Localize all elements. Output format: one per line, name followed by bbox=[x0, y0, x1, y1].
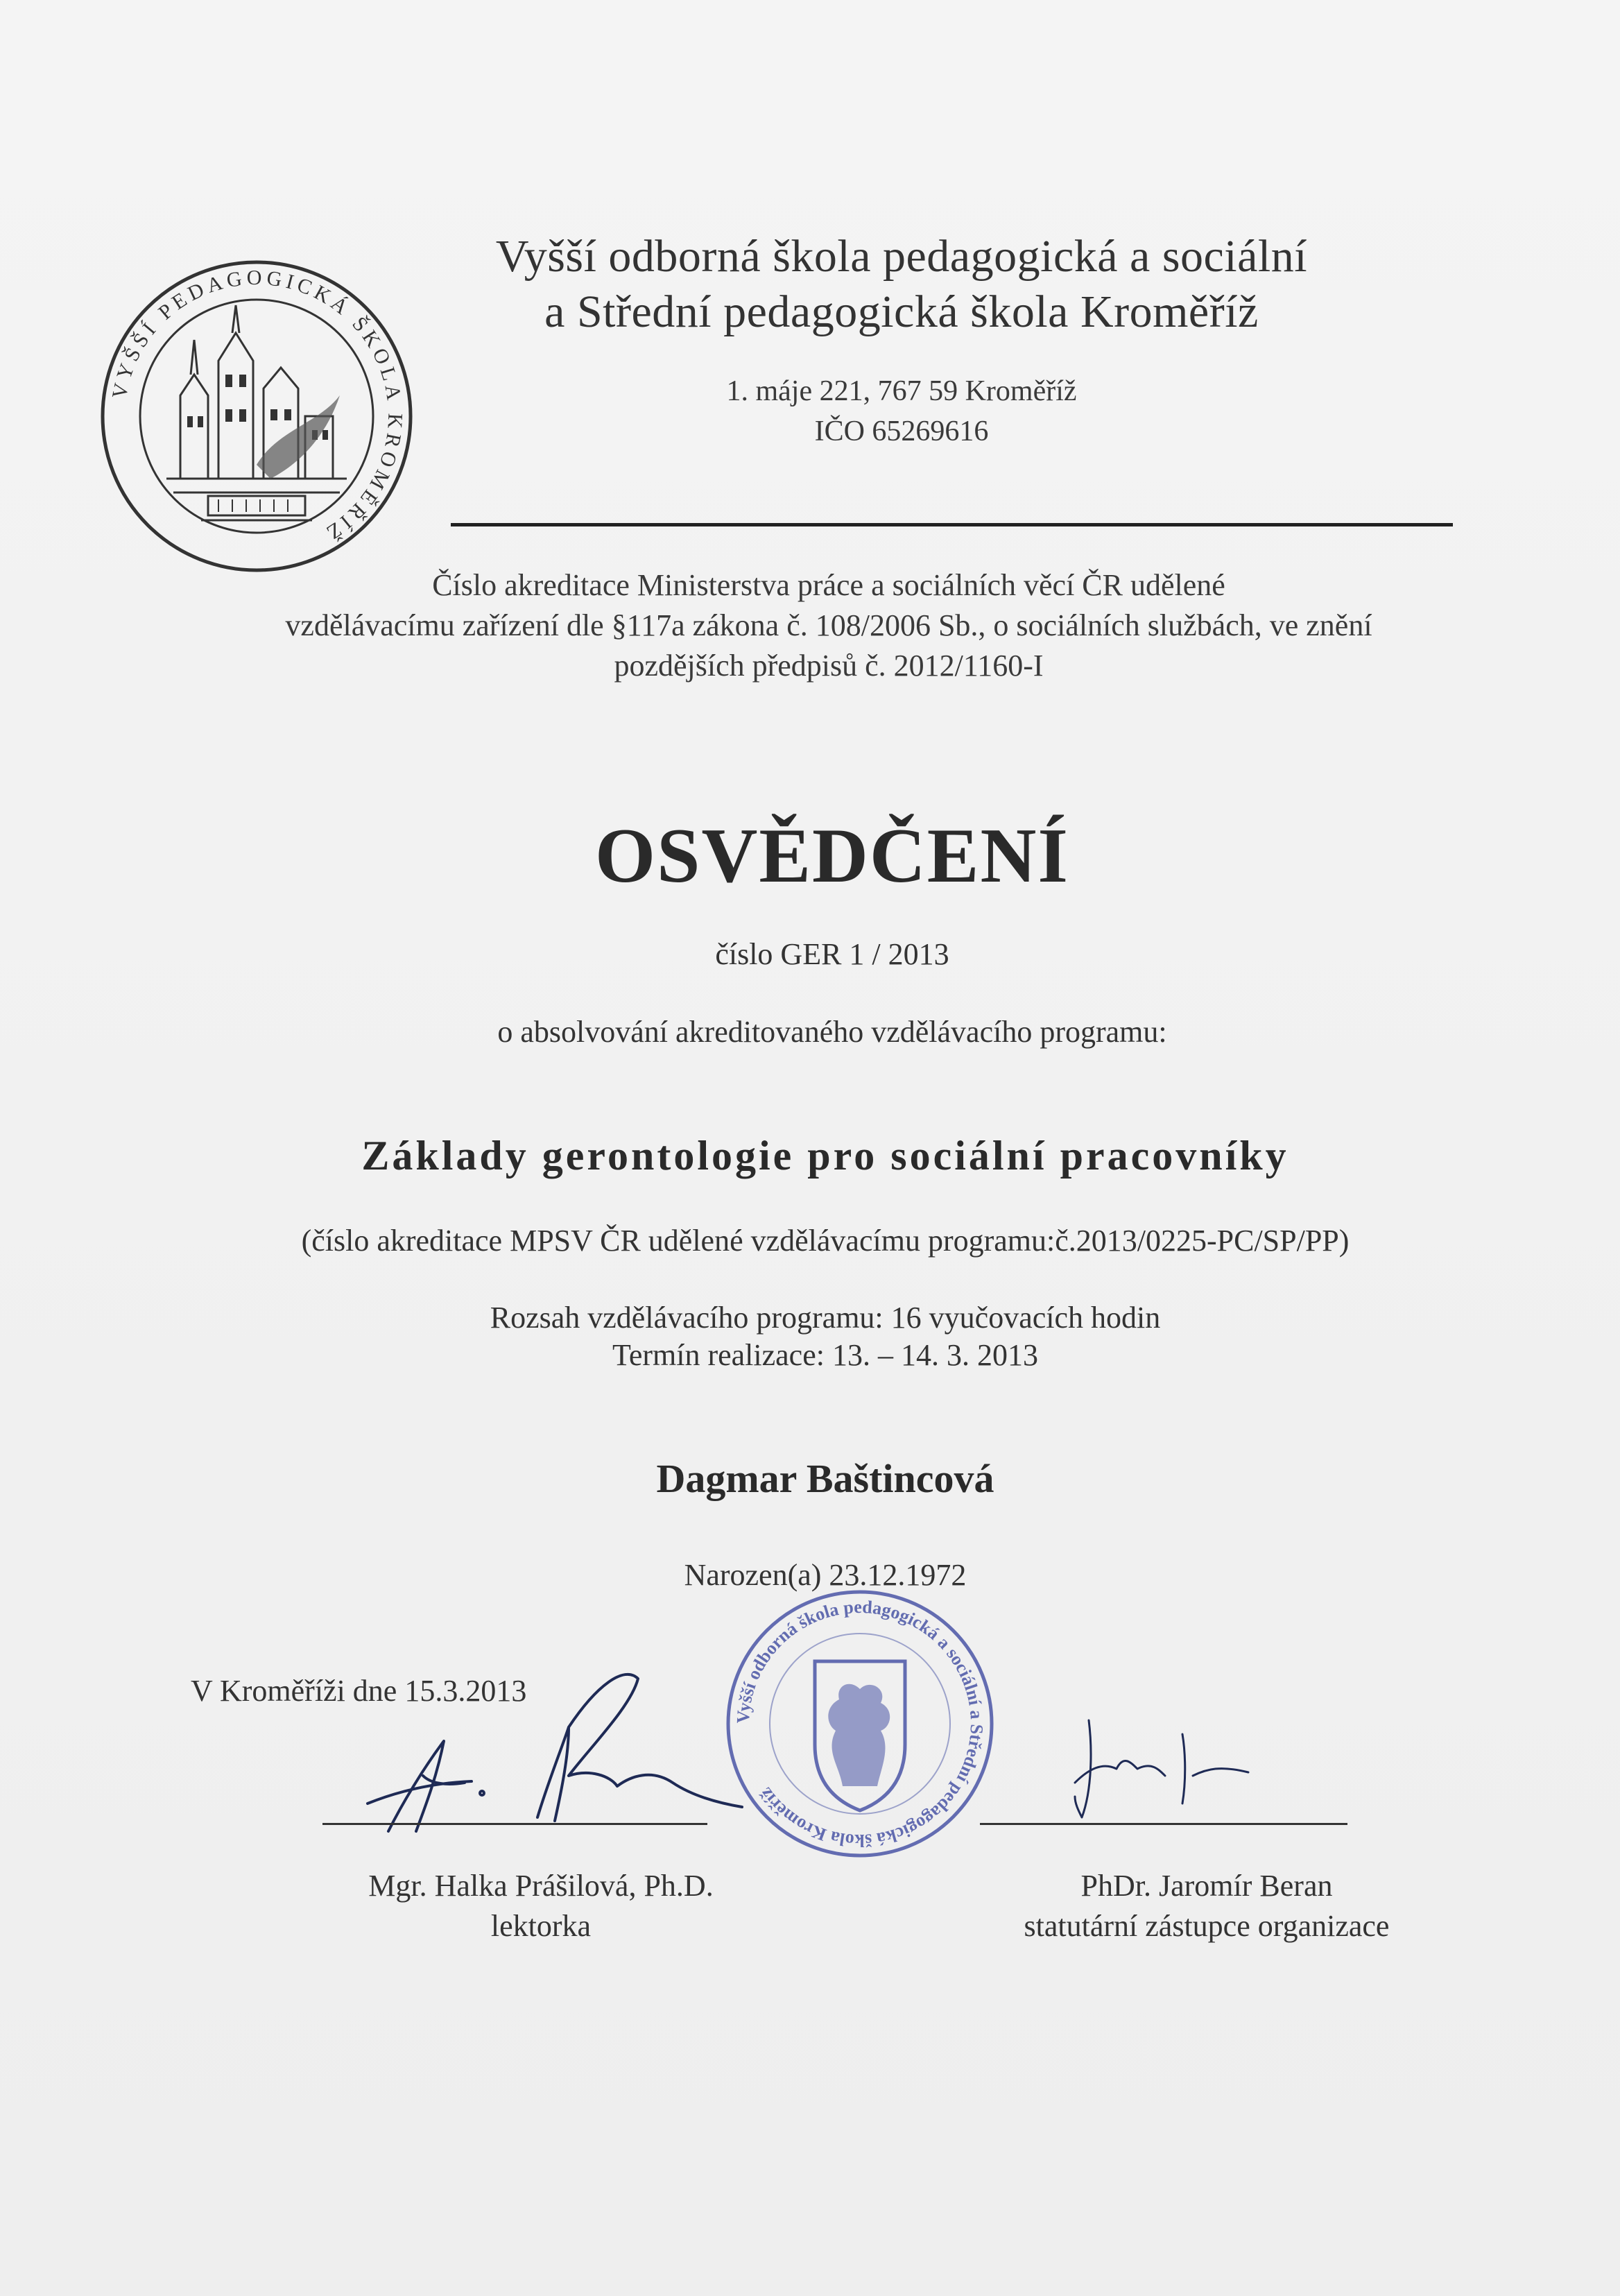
school-seal-emblem bbox=[97, 257, 416, 576]
accreditation-line-3: pozdějších předpisů č. 2012/1160-I bbox=[614, 649, 1044, 683]
accreditation-line-1: Číslo akreditace Ministerstva práce a sociálních věcí ČR udělené bbox=[432, 568, 1225, 602]
signer-left-role: lektorka bbox=[490, 1909, 592, 1943]
place-and-date: V Kroměříži dne 15.3.2013 bbox=[191, 1674, 527, 1708]
svg-text:VYŠŠÍ PEDAGOGICKÁ ŠKOLA KROMĚŘ: VYŠŠÍ PEDAGOGICKÁ ŠKOLA KROMĚŘÍŽ bbox=[107, 266, 407, 547]
program-details bbox=[347, 1299, 1304, 1374]
signer-right-role: statutární zástupce organizace bbox=[1024, 1909, 1390, 1943]
accreditation-note bbox=[208, 565, 1449, 686]
signer-right bbox=[943, 1866, 1470, 1946]
signer-left-name: Mgr. Halka Prášilová, Ph.D. bbox=[368, 1869, 714, 1903]
signer-left bbox=[305, 1866, 777, 1946]
certificate-title: OSVĚDČENÍ bbox=[595, 813, 1069, 899]
address-line: 1. máje 221, 767 59 Kroměříž bbox=[726, 375, 1077, 407]
signature-line-left bbox=[322, 1823, 707, 1825]
signature-line-right bbox=[980, 1823, 1347, 1825]
recipient-name: Dagmar Baštincová bbox=[656, 1456, 994, 1501]
school-name bbox=[416, 229, 1387, 340]
accreditation-line-2: vzdělávacímu zařízení dle §117a zákona č. 108/2006 Sb., o sociálních službách, ve znění bbox=[285, 608, 1372, 642]
program-name: Základy gerontologie pro sociální pracovníky bbox=[361, 1133, 1289, 1179]
official-stamp bbox=[721, 1585, 999, 1862]
svg-text:Vyšší odborná škola pedagogick: Vyšší odborná škola pedagogická a sociální a Střední pedagogická škola Kroměříž bbox=[732, 1596, 988, 1851]
ico-line: IČO 65269616 bbox=[814, 415, 989, 447]
school-address bbox=[555, 371, 1248, 452]
director-signature bbox=[1061, 1706, 1255, 1824]
program-intro: o absolvování akreditovaného vzdělávacího programu: bbox=[497, 1015, 1167, 1049]
school-name-line-2: a Střední pedagogická škola Kroměříž bbox=[544, 286, 1259, 337]
recipient-birthdate: Narozen(a) 23.12.1972 bbox=[684, 1558, 967, 1592]
header-divider bbox=[451, 523, 1453, 526]
school-name-line-1: Vyšší odborná škola pedagogická a sociální bbox=[495, 231, 1308, 282]
program-scope: Rozsah vzdělávacího programu: 16 vyučovacích hodin bbox=[490, 1301, 1161, 1335]
certificate-number: číslo GER 1 / 2013 bbox=[715, 937, 949, 971]
signer-right-name: PhDr. Jaromír Beran bbox=[1080, 1869, 1333, 1903]
program-dates: Termín realizace: 13. – 14. 3. 2013 bbox=[612, 1338, 1038, 1372]
lecturer-signature bbox=[361, 1665, 749, 1845]
program-accreditation: (číslo akreditace MPSV ČR udělené vzdělávacímu programu:č.2013/0225-PC/SP/PP) bbox=[301, 1224, 1350, 1258]
